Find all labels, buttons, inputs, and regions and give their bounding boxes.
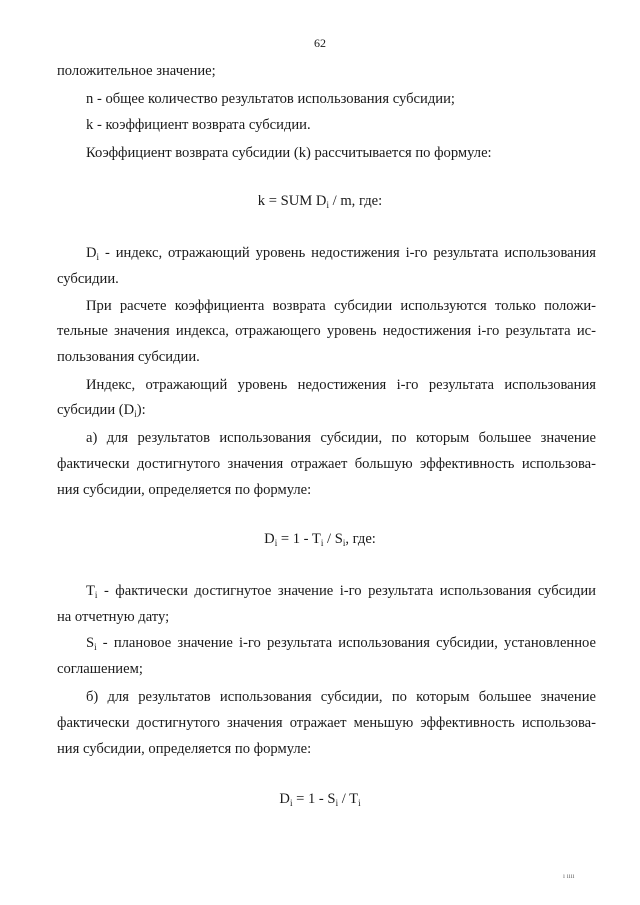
- text-line-10: Индекс, отражающий уровень недостижения i-го результата использования: [86, 377, 596, 393]
- text-line-8: тельные значения индекса, отражающего уровень недостижения i-го результата ис-: [57, 323, 596, 339]
- text-line-1: положительное значение;: [57, 63, 216, 79]
- text-line-21: ния субсидии, определяется по формуле:: [57, 741, 312, 757]
- text-line-12: а) для результатов использования субсидии, по которым большее значение: [86, 430, 596, 446]
- text-line-11: субсидии $(D_i)$:: [57, 402, 146, 419]
- text-line-ti-definition: $T_i$ - фактически достигнутое значение i-го результата использования субсидии: [86, 583, 596, 600]
- text-line-13: фактически достигнутого значения отражает большую эффективность использова-: [57, 456, 596, 472]
- text-line-6: субсидии.: [57, 271, 119, 287]
- text-line-20: фактически достигнутого значения отражает меньшую эффективность использова-: [57, 715, 596, 731]
- text-line-si-definition: $S_i$ - плановое значение i-го результата использования субсидии, установленное: [86, 635, 596, 652]
- formula-k: k = SUM $D_i$ / m, где:: [257, 193, 383, 210]
- text-line-k-formula-intro: Коэффициент возврата субсидии (k) рассчитывается по формуле:: [86, 145, 492, 161]
- text-line-14: ния субсидии, определяется по формуле:: [57, 482, 312, 498]
- formula-di-a: $D_i = 1 - T_i / S_i$, где:: [264, 531, 376, 548]
- text-line-16: на отчетную дату;: [57, 609, 170, 625]
- formula-di-b: $D_i = 1 - S_i / T_i$: [279, 791, 361, 808]
- text-line-18: соглашением;: [57, 661, 143, 677]
- text-line-9: пользования субсидии.: [57, 349, 200, 365]
- text-line-19: б) для результатов использования субсидии, по которым большее значение: [86, 689, 596, 705]
- text-line-k-definition: k - коэффициент возврата субсидии.: [86, 117, 311, 133]
- scan-mark: ı ıııı: [563, 872, 575, 880]
- page-number: 62: [314, 36, 326, 50]
- text-line-7: При расчете коэффициента возврата субсидии используются только положи-: [86, 298, 596, 314]
- text-line-n-definition: n - общее количество результатов использования субсидии;: [86, 91, 455, 107]
- text-line-di-definition: $D_i$ - индекс, отражающий уровень недостижения i-го результата использования: [86, 245, 596, 262]
